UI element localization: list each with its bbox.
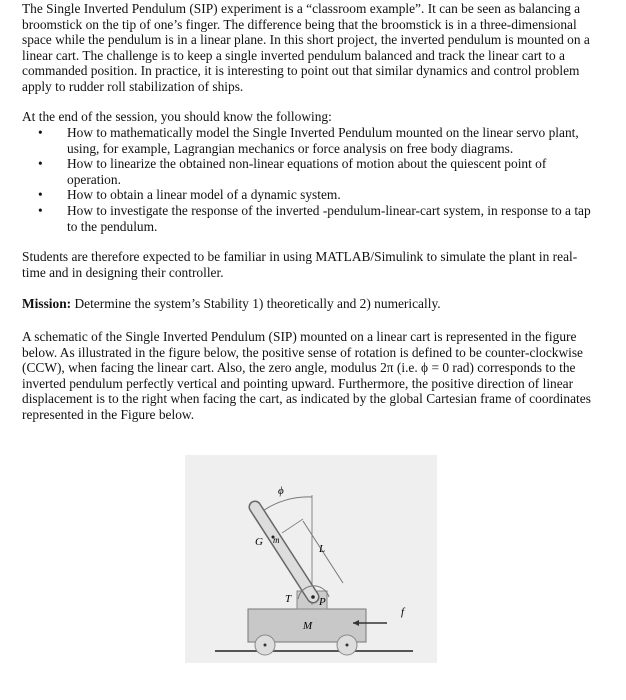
mission-label: Mission: (22, 296, 72, 311)
text-line: apply to rudder roll stabilization of ships. (22, 78, 244, 94)
bullet-icon: • (38, 202, 43, 218)
text-line: to the pendulum. (67, 218, 158, 234)
text-line: How to investigate the response of the inverted -pendulum-linear-cart system, in response to a tap (67, 202, 591, 218)
label-G: G (255, 536, 263, 548)
mission-text: Determine the system’s Stability 1) theoretically and 2) numerically. (71, 296, 441, 311)
schematic-paragraph (22, 329, 622, 423)
label-L: L (319, 543, 326, 555)
bullet-icon: • (38, 125, 43, 140)
label-phi: ϕ (278, 485, 284, 497)
text-line: below. As illustrated in the figure below, the positive sense of rotation is defined to be counter-clockwise (22, 344, 583, 360)
pendulum-cart-figure (185, 455, 437, 663)
list-item (22, 125, 622, 156)
bullet-icon: • (38, 187, 43, 203)
bullet-icon: • (38, 156, 43, 172)
phi-arc (260, 497, 312, 513)
text-line: using, for example, Lagrangian mechanics or force analysis on free body diagrams. (67, 140, 514, 156)
list-item (22, 156, 622, 187)
text-line: represented in the Figure below. (22, 406, 195, 422)
text-line: (CCW), when facing the linear cart. Also, the zero angle, modulus 2π (i.e. ϕ = 0 rad) corresponds to the (22, 360, 576, 376)
text-line: time and in designing their controller. (22, 264, 224, 280)
list-item (22, 203, 622, 234)
text-line: Students are therefore expected to be familiar in using MATLAB/Simulink to simulate the plant in real- (22, 249, 578, 264)
text-line: operation. (67, 171, 121, 187)
text-line: linear cart. The challenge is to keep a single inverted pendulum balanced and track the linear cart to a (22, 47, 565, 63)
label-P: P (319, 596, 326, 608)
label-M: M (303, 620, 313, 632)
objectives-list (22, 125, 622, 234)
text-line: How to linearize the obtained non-linear equations of motion about the quiescent point of (67, 156, 547, 172)
list-item (22, 187, 622, 203)
text-line: The Single Inverted Pendulum (SIP) experiment is a “classroom example”. It can be seen as balancing a (22, 1, 581, 16)
mission-paragraph (22, 296, 622, 312)
label-m: m (273, 535, 280, 545)
label-f: f (401, 606, 405, 618)
pendulum-diagram (185, 455, 437, 663)
text-line: commanded position. In practice, it is interesting to point out that similar dynamics and control problem (22, 63, 580, 79)
objectives-heading: At the end of the session, you should know the following: (22, 109, 332, 124)
text-line: How to obtain a linear model of a dynamic system. (67, 187, 341, 203)
text-line: displacement is to the right when facing the cart, as indicated by the global Cartesian frame of coordinates (22, 391, 591, 407)
text-line: space while the pendulum is in a linear plane. In this short project, the inverted pendulum is mounted on a (22, 32, 590, 48)
intro-paragraph (22, 1, 622, 95)
students-paragraph (22, 249, 622, 280)
text-line: broomstick on the tip of one’s finger. The difference being that the broomstick is in a three-dimensional (22, 16, 577, 32)
label-T: T (285, 593, 292, 605)
text-line: inverted pendulum perfectly vertical and pointing upward. Furthermore, the positive direction of linear (22, 375, 574, 391)
text-line: How to mathematically model the Single Inverted Pendulum mounted on the linear servo plant, (67, 125, 579, 140)
text-line: A schematic of the Single Inverted Pendulum (SIP) mounted on a linear cart is represented in the figure (22, 329, 577, 344)
